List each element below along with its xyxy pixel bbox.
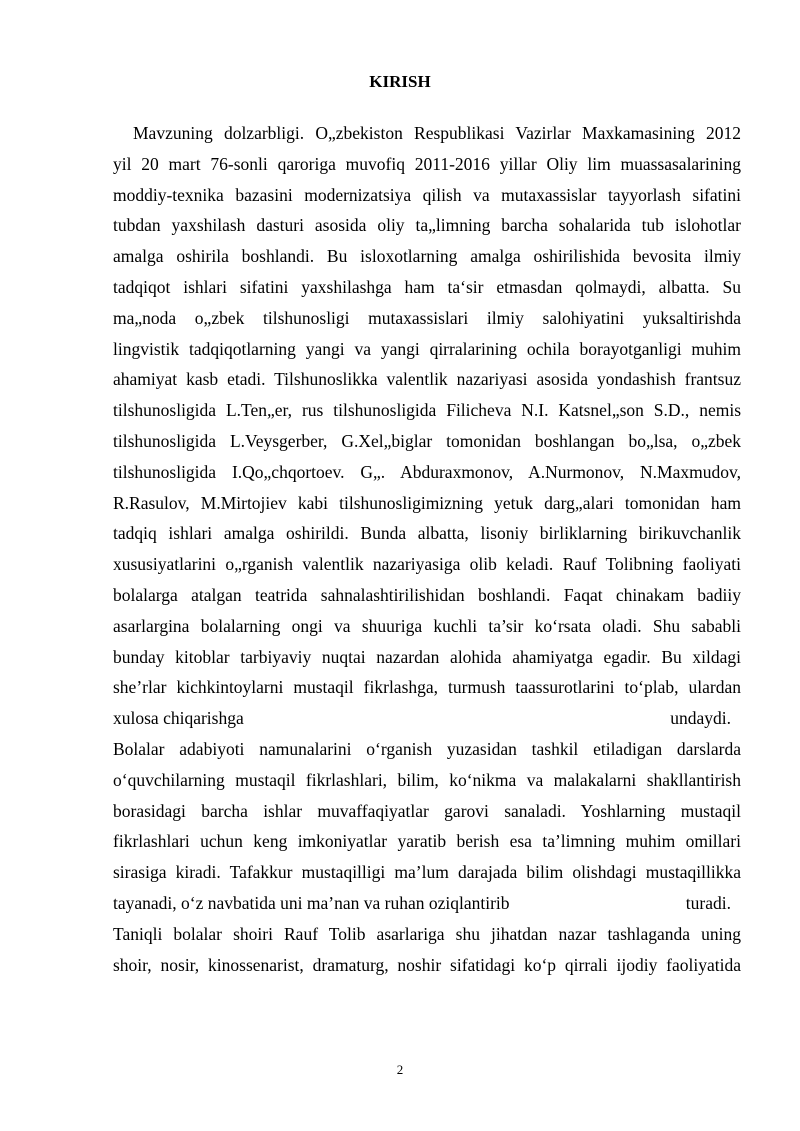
text-line: tubdan yaxshilash dasturi asosida oliy ta„limning barcha sohalarida tub islohotlar [113, 215, 741, 236]
text-line: bolalarga atalgan teatrida sahnalashtirilishidan boshlandi. Faqat chinakam badiiy [113, 584, 741, 605]
text-line: Mavzuning dolzarbligi. O„zbekiston Respublikasi Vazirlar Maxkamasining 2012 [133, 123, 741, 143]
text-line: moddiy-texnika bazasini modernizatsiya qilish va mutaxassislar tayyorlash sifatini [113, 184, 741, 205]
text-line-gapped [113, 703, 741, 734]
text-line: asarlargina bolalarning ongi va shuuriga kuchli ta’sir ko‘rsata oladi. Shu sababli [113, 615, 741, 636]
page-number: 2 [396, 1062, 404, 1077]
text-line: tilshunosligida I.Qo„chqortoev. G„. Abduraxmonov, A.Nurmonov, N.Maxmudov, [113, 461, 741, 482]
line-start-text: xulosa chiqarishga [113, 708, 244, 729]
text-line: shoir, nosir, kinossenarist, dramaturg, noshir sifatidagi ko‘p qirrali ijodiy faoliyatida [113, 954, 741, 975]
text-line: fikrlashlari uchun keng imkoniyatlar yaratib berish esa ta’limning muhim omillari [113, 831, 741, 852]
text-line-gapped [113, 888, 741, 919]
text-line: xususiyatlarini o„rganish valentlik nazariyasiga olib keladi. Rauf Tolibning faoliyati [113, 554, 741, 575]
text-line: ahamiyat kasb etadi. Tilshunoslikka valentlik nazariyasi asosida yondashish frantsuz [113, 369, 741, 390]
text-line: tadqiqot ishlari sifatini yaxshilashga ham ta‘sir etmasdan qolmaydi, albatta. Su [113, 276, 741, 297]
text-line: bunday kitoblar tarbiyaviy nuqtai nazardan alohida ahamiyatga egadir. Bu xildagi [113, 646, 741, 667]
line-end-text: undaydi. [670, 708, 731, 729]
text-line: ma„noda o„zbek tilshunosligi mutaxassislari ilmiy salohiyatini yuksaltirishda [113, 307, 741, 328]
text-line: o‘quvchilarning mustaqil fikrlashlari, bilim, ko‘nikma va malakalarni shakllantirish [113, 769, 741, 790]
text-line: tilshunosligida L.Ten„er, rus tilshunosligida Filicheva N.I. Katsnel„son S.D., nemis [113, 400, 741, 421]
text-line: sirasiga kiradi. Tafakkur mustaqilligi ma’lum darajada bilim olishdagi mustaqillikka [113, 862, 741, 883]
line-start-text: tayanadi, o‘z navbatida uni ma’nan va ruhan oziqlantirib [113, 892, 510, 913]
line-end-text: turadi. [685, 892, 731, 913]
text-line: Bolalar adabiyoti namunalarini o‘rganish yuzasidan tashkil etiladigan darslarda [113, 738, 741, 759]
page-title: KIRISH [369, 72, 431, 91]
text-line: Taniqli bolalar shoiri Rauf Tolib asarlariga shu jihatdan nazar tashlaganda uning [113, 923, 741, 944]
text-line: tadqiq ishlari amalga oshirildi. Bunda albatta, lisoniy birliklarning birikuvchanlik [113, 523, 741, 544]
text-line: yil 20 mart 76-sonli qaroriga muvofiq 2011-2016 yillar Oliy lim muassasalarining [113, 153, 741, 174]
text-line: tilshunosligida L.Veysgerber, G.Xel„biglar tomonidan boshlangan bo„lsa, o„zbek [113, 430, 741, 451]
text-line: borasidagi barcha ishlar muvaffaqiyatlar garovi sanaladi. Yoshlarning mustaqil [113, 800, 741, 821]
text-line: R.Rasulov, M.Mirtojiev kabi tilshunosligimizning yetuk darg„alari tomonidan ham [113, 492, 741, 513]
text-line: lingvistik tadqiqotlarning yangi va yangi qirralarining ochila borayotganligi muhim [113, 338, 741, 359]
body-text [113, 118, 741, 980]
text-line: she’rlar kichkintoylarni mustaqil fikrlashga, turmush taassurotlarini to‘plab, ulardan [113, 677, 741, 698]
text-line: amalga oshirila boshlandi. Bu isloxotlarning amalga oshirilishida bevosita ilmiy [113, 246, 741, 267]
